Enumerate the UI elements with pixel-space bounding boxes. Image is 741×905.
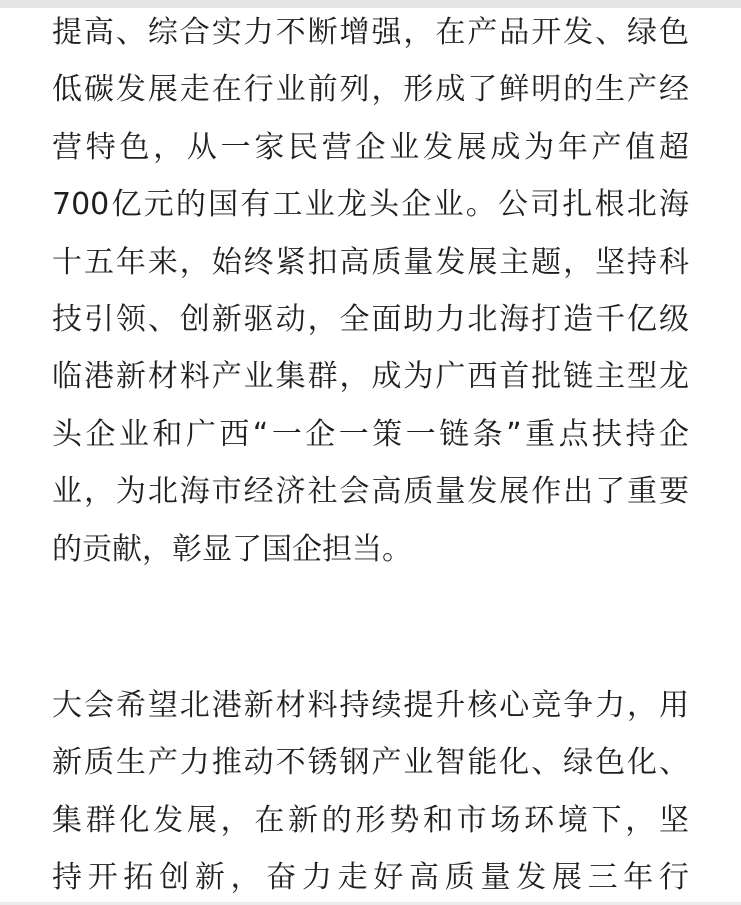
text-line: 的贡献，彰显了国企担当。 [52,531,412,567]
text-line: 头企业和广西“一企一策一链条”重点扶持企 [52,416,689,452]
text-line: 大会希望北港新材料持续提升核心竞争力，用 [52,687,689,723]
article-body [0,4,741,905]
text-line: 提高、综合实力不断增强，在产品开发、绿色 [52,15,689,50]
paragraph-1 [52,4,689,578]
text-line: 持开拓创新，奋力走好高质量发展三年行 [52,860,689,896]
text-line: 十五年来，始终紧扣高质量发展主题，坚持科 [52,244,689,280]
text-line: 营特色，从一家民营企业发展成为年产值超 [52,129,689,165]
text-line: 集群化发展，在新的形势和市场环境下，坚 [52,802,689,838]
text-line: 临港新材料产业集群，成为广西首批链主型龙 [52,359,689,395]
text-line: 新质生产力推动不锈钢产业智能化、绿色化、 [52,745,689,781]
text-line: 技引领、创新驱动，全面助力北海打造千亿级 [52,301,689,337]
text-line: 业，为北海市经济社会高质量发展作出了重要 [52,474,689,510]
paragraph-2 [52,677,689,905]
text-line: 低碳发展走在行业前列，形成了鲜明的生产经 [52,72,689,108]
text-line: 700亿元的国有工业龙头企业。公司扎根北海 [52,187,689,223]
